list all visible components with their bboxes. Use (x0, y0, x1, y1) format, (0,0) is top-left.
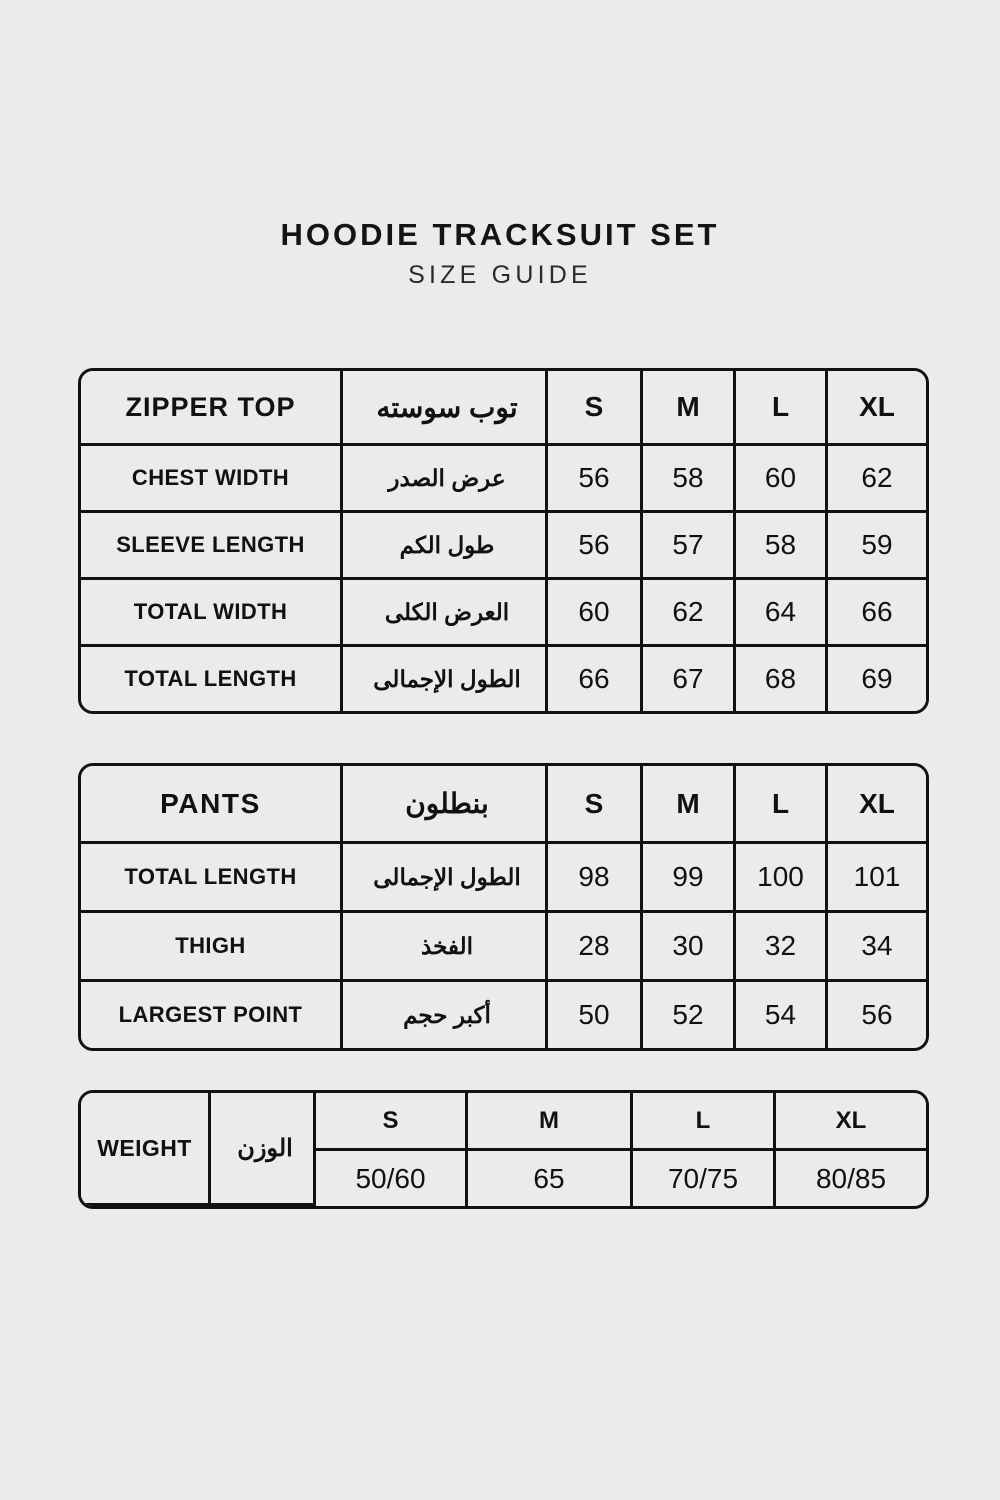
measure-value-m: 57 (643, 513, 736, 580)
measure-value-m: 67 (643, 647, 736, 711)
measure-label-en: TOTAL LENGTH (81, 844, 343, 913)
measure-value-m: 58 (643, 446, 736, 513)
measure-label-en: TOTAL WIDTH (81, 580, 343, 647)
measure-value-l: 58 (736, 513, 828, 580)
table-title-en: ZIPPER TOP (81, 371, 343, 446)
table-row (81, 513, 926, 580)
measure-value-s: 28 (548, 913, 643, 982)
measure-label-en: THIGH (81, 913, 343, 982)
weight-value-l: 70/75 (633, 1151, 776, 1206)
weight-size-header-l: L (633, 1093, 776, 1151)
table-row (81, 446, 926, 513)
size-header-xl: XL (828, 371, 926, 446)
table-title-ar: توب سوسته (343, 371, 548, 446)
weight-size-header-row (81, 1093, 926, 1151)
weight-value-xl: 80/85 (776, 1151, 926, 1206)
measure-label-ar: العرض الكلى (343, 580, 548, 647)
measure-value-l: 64 (736, 580, 828, 647)
measure-value-s: 60 (548, 580, 643, 647)
measure-label-ar: الطول الإجمالى (343, 647, 548, 711)
weight-size-header-s: S (316, 1093, 468, 1151)
size-header-m: M (643, 371, 736, 446)
measure-label-ar: عرض الصدر (343, 446, 548, 513)
table-header-row (81, 371, 926, 446)
size-header-s: S (548, 766, 643, 844)
measure-value-l: 54 (736, 982, 828, 1048)
page-title: HOODIE TRACKSUIT SET (280, 217, 720, 252)
measure-value-s: 56 (548, 446, 643, 513)
measure-value-m: 62 (643, 580, 736, 647)
measure-value-l: 32 (736, 913, 828, 982)
measure-value-xl: 34 (828, 913, 926, 982)
measure-label-en: LARGEST POINT (81, 982, 343, 1048)
measure-label-ar: الفخذ (343, 913, 548, 982)
size-header-s: S (548, 371, 643, 446)
measure-value-s: 50 (548, 982, 643, 1048)
measure-value-s: 66 (548, 647, 643, 711)
measure-value-m: 30 (643, 913, 736, 982)
weight-size-header-m: M (468, 1093, 633, 1151)
page-title-block (0, 215, 1000, 292)
weight-value-s: 50/60 (316, 1151, 468, 1206)
weight-label-ar: الوزن (211, 1093, 316, 1206)
measure-value-l: 100 (736, 844, 828, 913)
size-header-m: M (643, 766, 736, 844)
measure-label-ar: أكبر حجم (343, 982, 548, 1048)
measure-value-xl: 56 (828, 982, 926, 1048)
measure-value-l: 60 (736, 446, 828, 513)
weight-table (78, 1090, 929, 1209)
table-header-row (81, 766, 926, 844)
pants-size-table (78, 763, 929, 1051)
measure-value-l: 68 (736, 647, 828, 711)
table-row (81, 580, 926, 647)
table-title-ar: بنطلون (343, 766, 548, 844)
size-header-l: L (736, 371, 828, 446)
weight-value-m: 65 (468, 1151, 633, 1206)
measure-value-m: 99 (643, 844, 736, 913)
size-header-xl: XL (828, 766, 926, 844)
table-title-en: PANTS (81, 766, 343, 844)
measure-value-xl: 69 (828, 647, 926, 711)
weight-size-header-xl: XL (776, 1093, 926, 1151)
table-row (81, 913, 926, 982)
table-row (81, 844, 926, 913)
page-subtitle: SIZE GUIDE (408, 261, 592, 289)
measure-label-en: SLEEVE LENGTH (81, 513, 343, 580)
zipper-top-size-table (78, 368, 929, 714)
table-row (81, 647, 926, 711)
measure-value-xl: 66 (828, 580, 926, 647)
size-header-l: L (736, 766, 828, 844)
measure-value-xl: 62 (828, 446, 926, 513)
measure-value-s: 56 (548, 513, 643, 580)
measure-label-ar: طول الكم (343, 513, 548, 580)
table-row (81, 982, 926, 1048)
measure-value-xl: 59 (828, 513, 926, 580)
measure-label-en: CHEST WIDTH (81, 446, 343, 513)
weight-label-en: WEIGHT (81, 1093, 211, 1206)
measure-value-xl: 101 (828, 844, 926, 913)
measure-value-s: 98 (548, 844, 643, 913)
measure-label-en: TOTAL LENGTH (81, 647, 343, 711)
measure-value-m: 52 (643, 982, 736, 1048)
measure-label-ar: الطول الإجمالى (343, 844, 548, 913)
